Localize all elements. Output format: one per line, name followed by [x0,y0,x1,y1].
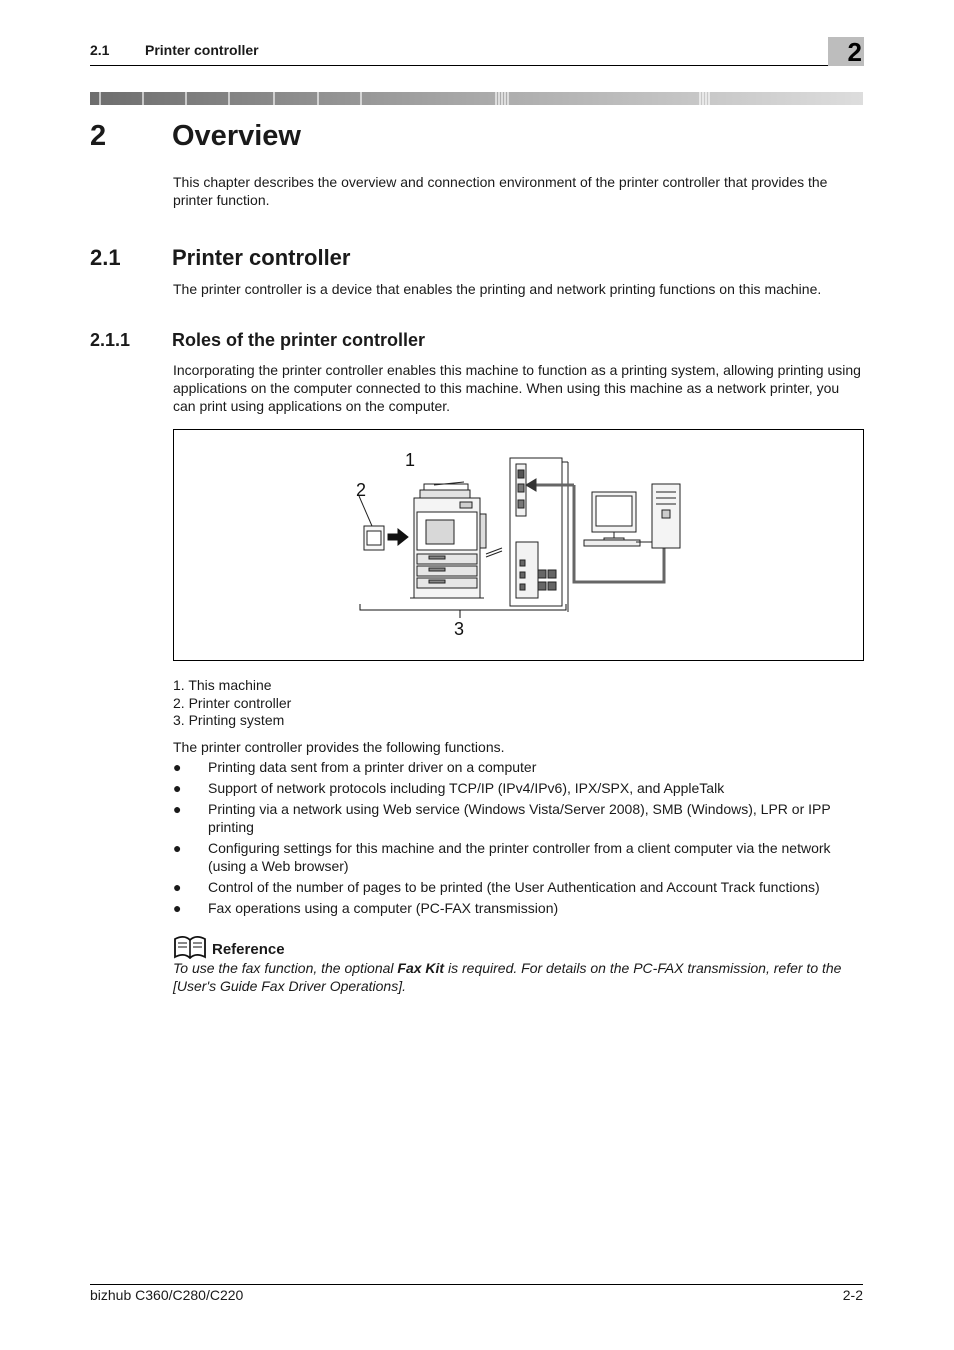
figure-legend [173,677,291,730]
section-heading [90,244,351,272]
section-title: Printer controller [172,245,351,270]
computer-illustration [584,484,680,548]
list-item-text: Printing data sent from a printer driver on a computer [208,759,537,775]
callout-3: 3 [454,619,465,639]
list-item-text: Support of network protocols including TCP/IP (IPv4/IPv6), IPX/SPX, and AppleTalk [208,780,725,796]
printing-system-figure [173,429,864,661]
functions-intro: The printer controller provides the following functions. [173,739,505,755]
footer-page-number: 2-2 [842,1287,863,1303]
header-section-number: 2.1 [90,42,110,58]
reference-fax-kit: Fax Kit [397,960,445,976]
machine-rear-panel [510,458,568,612]
bullet-icon: ● [173,780,182,796]
printer-controller-illustration [359,496,384,550]
bullet-icon: ● [173,801,182,817]
list-item [173,878,863,896]
subsection-text: Incorporating the printer controller enables this machine to function as a printing system, allowing printing using applications on the computer connected to this machine. When using this machine as a network printer, you can print using applications on the computer. [173,362,861,414]
footer-product: bizhub C360/C280/C220 [90,1287,244,1303]
chapter-title: Overview [172,120,301,152]
bullet-icon: ● [173,840,182,856]
bullet-icon: ● [173,759,182,775]
legend-item: 3. Printing system [173,712,285,728]
printing-system-diagram [174,430,863,660]
subsection-number: 2.1.1 [90,330,131,350]
footer-rule [90,1284,863,1285]
chapter-number: 2 [90,120,107,152]
list-item-text: Printing via a network using Web service (Windows Vista/Server 2008), SMB (Windows), LPR or IPP printing [208,801,831,835]
bullet-icon: ● [173,879,182,895]
chapter-tab [828,37,864,66]
chapter-tab-number: 2 [847,37,862,67]
machine-illustration [410,482,502,598]
list-item [173,800,863,836]
section-text: The printer controller is a device that enables the printing and network printing functions on this machine. [173,281,822,297]
subsection-title: Roles of the printer controller [172,330,426,350]
header-rule [90,65,828,66]
subsection-heading [90,328,426,352]
list-item-text: Configuring settings for this machine and the printer controller from a client computer via the network (using a Web browser) [208,840,831,874]
book-icon [173,935,207,959]
bullet-icon: ● [173,900,182,916]
reference-title: Reference [212,941,285,958]
list-item [173,779,863,797]
section-number: 2.1 [90,245,121,270]
reference-text-part: To use the fax function, the optional [173,960,398,976]
decorative-chapter-bar [90,92,863,105]
callout-2: 2 [356,480,367,500]
reference-text [173,960,863,995]
functions-list [173,758,863,920]
list-item [173,839,863,875]
list-item [173,899,863,917]
chapter-heading [90,118,301,154]
legend-item: 1. This machine [173,677,272,693]
reference-text-part: is required. For details on the PC-FAX transmission, refer to the [User's Guide Fax Driver Operations]. [173,960,842,994]
legend-item: 2. Printer controller [173,694,292,711]
list-item [173,758,863,776]
list-item-text: Fax operations using a computer (PC-FAX transmission) [208,900,559,916]
list-item-text: Control of the number of pages to be printed (the User Authentication and Account Track functions) [208,879,820,895]
header-section-title: Printer controller [145,42,259,58]
chapter-intro: This chapter describes the overview and connection environment of the printer controller that provides the printer function. [173,174,828,208]
callout-1: 1 [405,450,416,470]
